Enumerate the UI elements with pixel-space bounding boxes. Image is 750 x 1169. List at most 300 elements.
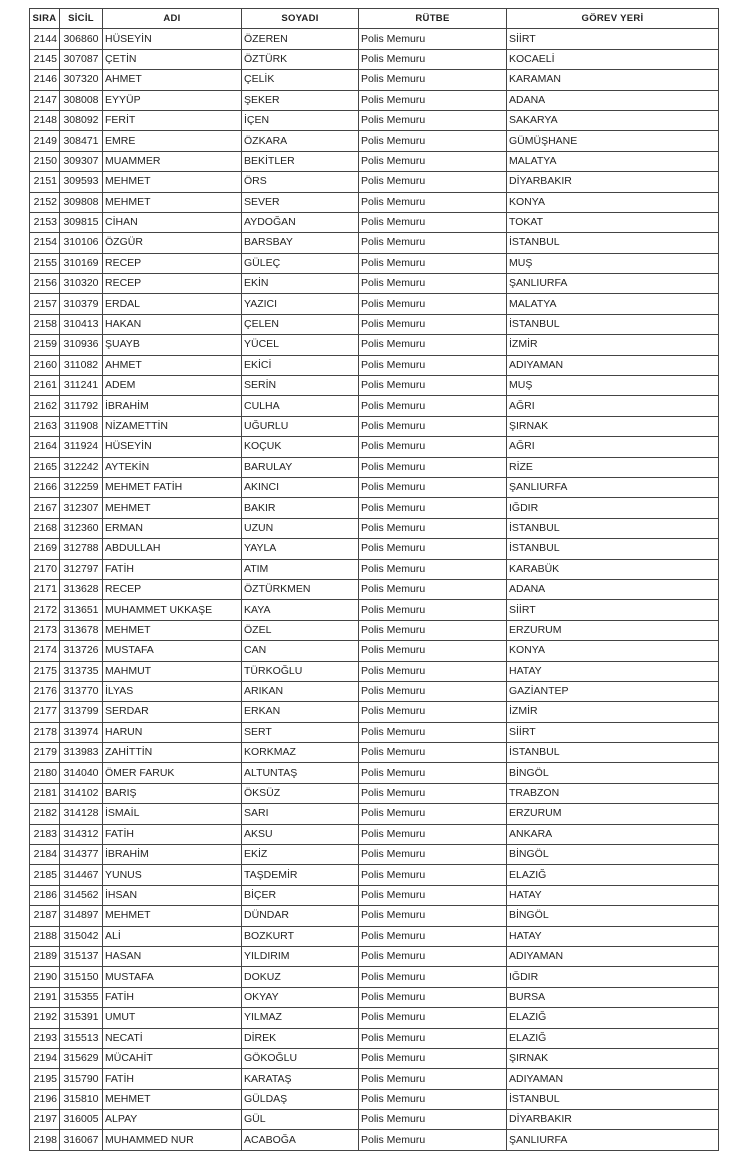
- cell-adi: HÜSEYİN: [103, 29, 242, 49]
- cell-rutbe: Polis Memuru: [359, 396, 507, 416]
- cell-rutbe: Polis Memuru: [359, 498, 507, 518]
- cell-rutbe: Polis Memuru: [359, 783, 507, 803]
- cell-soyadi: SEVER: [242, 192, 359, 212]
- table-row: [30, 681, 719, 701]
- cell-adi: FERİT: [103, 110, 242, 130]
- cell-sicil: 314102: [60, 783, 103, 803]
- cell-adi: UMUT: [103, 1008, 242, 1028]
- cell-sicil: 316067: [60, 1130, 103, 1150]
- cell-sicil: 309808: [60, 192, 103, 212]
- cell-soyadi: TAŞDEMİR: [242, 865, 359, 885]
- cell-adi: ADEM: [103, 376, 242, 396]
- cell-sira: 2189: [30, 946, 60, 966]
- cell-rutbe: Polis Memuru: [359, 457, 507, 477]
- cell-rutbe: Polis Memuru: [359, 1069, 507, 1089]
- cell-soyadi: KOÇUK: [242, 437, 359, 457]
- cell-sira: 2145: [30, 49, 60, 69]
- cell-soyadi: ÇELEN: [242, 314, 359, 334]
- cell-soyadi: ALTUNTAŞ: [242, 763, 359, 783]
- cell-soyadi: KAYA: [242, 600, 359, 620]
- cell-sicil: 315137: [60, 946, 103, 966]
- cell-adi: ERDAL: [103, 294, 242, 314]
- cell-sicil: 312360: [60, 518, 103, 538]
- cell-gorev-yeri: KONYA: [507, 192, 719, 212]
- cell-gorev-yeri: KOCAELİ: [507, 49, 719, 69]
- cell-soyadi: KORKMAZ: [242, 743, 359, 763]
- table-row: [30, 743, 719, 763]
- table-row: [30, 172, 719, 192]
- cell-sira: 2167: [30, 498, 60, 518]
- cell-gorev-yeri: IĞDIR: [507, 498, 719, 518]
- cell-rutbe: Polis Memuru: [359, 885, 507, 905]
- cell-rutbe: Polis Memuru: [359, 1008, 507, 1028]
- cell-sira: 2181: [30, 783, 60, 803]
- cell-rutbe: Polis Memuru: [359, 579, 507, 599]
- cell-soyadi: BARULAY: [242, 457, 359, 477]
- cell-rutbe: Polis Memuru: [359, 314, 507, 334]
- cell-sicil: 310169: [60, 253, 103, 273]
- cell-adi: MEHMET: [103, 192, 242, 212]
- cell-sicil: 310413: [60, 314, 103, 334]
- cell-sicil: 309593: [60, 172, 103, 192]
- cell-gorev-yeri: HATAY: [507, 661, 719, 681]
- cell-gorev-yeri: ADANA: [507, 579, 719, 599]
- table-row: [30, 355, 719, 375]
- cell-gorev-yeri: KARABÜK: [507, 559, 719, 579]
- cell-gorev-yeri: SİİRT: [507, 722, 719, 742]
- cell-sicil: 313678: [60, 620, 103, 640]
- cell-sira: 2178: [30, 722, 60, 742]
- cell-sicil: 310106: [60, 233, 103, 253]
- cell-sicil: 312259: [60, 477, 103, 497]
- cell-gorev-yeri: HATAY: [507, 926, 719, 946]
- cell-sicil: 314377: [60, 845, 103, 865]
- cell-sicil: 315810: [60, 1089, 103, 1109]
- table-row: [30, 70, 719, 90]
- cell-gorev-yeri: İSTANBUL: [507, 539, 719, 559]
- cell-gorev-yeri: ŞANLIURFA: [507, 274, 719, 294]
- cell-gorev-yeri: DİYARBAKIR: [507, 172, 719, 192]
- cell-rutbe: Polis Memuru: [359, 926, 507, 946]
- cell-sira: 2186: [30, 885, 60, 905]
- header-rutbe: RÜTBE: [359, 9, 507, 29]
- cell-rutbe: Polis Memuru: [359, 743, 507, 763]
- cell-sira: 2158: [30, 314, 60, 334]
- cell-adi: İSMAİL: [103, 804, 242, 824]
- table-row: [30, 600, 719, 620]
- cell-adi: RECEP: [103, 579, 242, 599]
- cell-soyadi: CULHA: [242, 396, 359, 416]
- cell-soyadi: OKYAY: [242, 987, 359, 1007]
- table-row: [30, 1028, 719, 1048]
- cell-soyadi: BOZKURT: [242, 926, 359, 946]
- table-row: [30, 49, 719, 69]
- cell-gorev-yeri: ADIYAMAN: [507, 355, 719, 375]
- cell-adi: FATİH: [103, 559, 242, 579]
- cell-sicil: 308008: [60, 90, 103, 110]
- cell-adi: AYTEKİN: [103, 457, 242, 477]
- cell-rutbe: Polis Memuru: [359, 335, 507, 355]
- table-row: [30, 845, 719, 865]
- cell-soyadi: YAZICI: [242, 294, 359, 314]
- cell-soyadi: ATIM: [242, 559, 359, 579]
- cell-gorev-yeri: KARAMAN: [507, 70, 719, 90]
- cell-sira: 2175: [30, 661, 60, 681]
- cell-sira: 2147: [30, 90, 60, 110]
- cell-adi: SERDAR: [103, 702, 242, 722]
- cell-soyadi: BAKIR: [242, 498, 359, 518]
- cell-sira: 2191: [30, 987, 60, 1007]
- cell-sicil: 307320: [60, 70, 103, 90]
- cell-sicil: 307087: [60, 49, 103, 69]
- table-row: [30, 865, 719, 885]
- cell-sicil: 314312: [60, 824, 103, 844]
- cell-sicil: 315629: [60, 1048, 103, 1068]
- cell-adi: NECATİ: [103, 1028, 242, 1048]
- table-row: [30, 212, 719, 232]
- table-row: [30, 274, 719, 294]
- cell-sira: 2190: [30, 967, 60, 987]
- cell-rutbe: Polis Memuru: [359, 192, 507, 212]
- cell-adi: AHMET: [103, 70, 242, 90]
- cell-gorev-yeri: ADIYAMAN: [507, 1069, 719, 1089]
- cell-soyadi: KARATAŞ: [242, 1069, 359, 1089]
- cell-rutbe: Polis Memuru: [359, 49, 507, 69]
- cell-rutbe: Polis Memuru: [359, 661, 507, 681]
- cell-sira: 2172: [30, 600, 60, 620]
- cell-gorev-yeri: MALATYA: [507, 294, 719, 314]
- cell-gorev-yeri: İZMİR: [507, 702, 719, 722]
- cell-adi: HASAN: [103, 946, 242, 966]
- cell-sira: 2163: [30, 416, 60, 436]
- cell-sicil: 311908: [60, 416, 103, 436]
- cell-soyadi: YILDIRIM: [242, 946, 359, 966]
- cell-adi: ALİ: [103, 926, 242, 946]
- cell-soyadi: ÖZTÜRKMEN: [242, 579, 359, 599]
- cell-sicil: 313726: [60, 641, 103, 661]
- cell-soyadi: EKİCİ: [242, 355, 359, 375]
- cell-rutbe: Polis Memuru: [359, 437, 507, 457]
- table-row: [30, 314, 719, 334]
- cell-sira: 2177: [30, 702, 60, 722]
- table-row: [30, 661, 719, 681]
- cell-sira: 2176: [30, 681, 60, 701]
- cell-adi: İBRAHİM: [103, 845, 242, 865]
- cell-sicil: 308471: [60, 131, 103, 151]
- cell-adi: MEHMET: [103, 498, 242, 518]
- cell-gorev-yeri: MALATYA: [507, 151, 719, 171]
- cell-sicil: 309815: [60, 212, 103, 232]
- cell-adi: RECEP: [103, 274, 242, 294]
- cell-sicil: 314040: [60, 763, 103, 783]
- cell-soyadi: ACABOĞA: [242, 1130, 359, 1150]
- cell-rutbe: Polis Memuru: [359, 233, 507, 253]
- cell-sicil: 315150: [60, 967, 103, 987]
- cell-sicil: 312307: [60, 498, 103, 518]
- cell-gorev-yeri: KONYA: [507, 641, 719, 661]
- cell-soyadi: UZUN: [242, 518, 359, 538]
- cell-soyadi: BARSBAY: [242, 233, 359, 253]
- cell-adi: HARUN: [103, 722, 242, 742]
- cell-sira: 2165: [30, 457, 60, 477]
- cell-rutbe: Polis Memuru: [359, 1089, 507, 1109]
- table-row: [30, 987, 719, 1007]
- cell-adi: ERMAN: [103, 518, 242, 538]
- cell-rutbe: Polis Memuru: [359, 804, 507, 824]
- cell-soyadi: BİÇER: [242, 885, 359, 905]
- cell-gorev-yeri: ANKARA: [507, 824, 719, 844]
- cell-sicil: 310320: [60, 274, 103, 294]
- cell-sira: 2188: [30, 926, 60, 946]
- cell-sira: 2196: [30, 1089, 60, 1109]
- cell-adi: MEHMET: [103, 172, 242, 192]
- header-sira: SIRA: [30, 9, 60, 29]
- cell-sicil: 313735: [60, 661, 103, 681]
- cell-soyadi: DOKUZ: [242, 967, 359, 987]
- cell-soyadi: İÇEN: [242, 110, 359, 130]
- table-row: [30, 946, 719, 966]
- table-row: [30, 559, 719, 579]
- cell-rutbe: Polis Memuru: [359, 1130, 507, 1150]
- cell-rutbe: Polis Memuru: [359, 600, 507, 620]
- cell-sira: 2155: [30, 253, 60, 273]
- cell-adi: MEHMET: [103, 620, 242, 640]
- cell-soyadi: YILMAZ: [242, 1008, 359, 1028]
- cell-soyadi: AKINCI: [242, 477, 359, 497]
- cell-adi: ZAHİTTİN: [103, 743, 242, 763]
- cell-adi: İBRAHİM: [103, 396, 242, 416]
- table-row: [30, 253, 719, 273]
- cell-soyadi: EKİN: [242, 274, 359, 294]
- header-soyadi: SOYADI: [242, 9, 359, 29]
- cell-rutbe: Polis Memuru: [359, 355, 507, 375]
- cell-sira: 2182: [30, 804, 60, 824]
- cell-soyadi: DİREK: [242, 1028, 359, 1048]
- cell-sicil: 312242: [60, 457, 103, 477]
- cell-gorev-yeri: İSTANBUL: [507, 743, 719, 763]
- cell-soyadi: DÜNDAR: [242, 906, 359, 926]
- cell-gorev-yeri: ERZURUM: [507, 620, 719, 640]
- cell-soyadi: UĞURLU: [242, 416, 359, 436]
- cell-sicil: 313799: [60, 702, 103, 722]
- table-row: [30, 1089, 719, 1109]
- table-row: [30, 763, 719, 783]
- table-row: [30, 1110, 719, 1130]
- table-row: [30, 457, 719, 477]
- table-row: [30, 498, 719, 518]
- cell-sira: 2195: [30, 1069, 60, 1089]
- cell-gorev-yeri: ŞIRNAK: [507, 416, 719, 436]
- cell-sicil: 311792: [60, 396, 103, 416]
- cell-soyadi: SARI: [242, 804, 359, 824]
- cell-gorev-yeri: ERZURUM: [507, 804, 719, 824]
- table-row: [30, 437, 719, 457]
- cell-rutbe: Polis Memuru: [359, 70, 507, 90]
- cell-adi: CİHAN: [103, 212, 242, 232]
- cell-rutbe: Polis Memuru: [359, 946, 507, 966]
- cell-rutbe: Polis Memuru: [359, 518, 507, 538]
- cell-sicil: 313651: [60, 600, 103, 620]
- cell-gorev-yeri: SİİRT: [507, 600, 719, 620]
- cell-rutbe: Polis Memuru: [359, 294, 507, 314]
- cell-sicil: 311082: [60, 355, 103, 375]
- cell-sira: 2152: [30, 192, 60, 212]
- cell-adi: YUNUS: [103, 865, 242, 885]
- table-row: [30, 579, 719, 599]
- cell-adi: MUSTAFA: [103, 967, 242, 987]
- table-row: [30, 824, 719, 844]
- cell-sicil: 314467: [60, 865, 103, 885]
- table-row: [30, 967, 719, 987]
- cell-sicil: 306860: [60, 29, 103, 49]
- cell-adi: ÇETİN: [103, 49, 242, 69]
- cell-rutbe: Polis Memuru: [359, 110, 507, 130]
- cell-adi: MUHAMMED NUR: [103, 1130, 242, 1150]
- cell-gorev-yeri: ŞANLIURFA: [507, 1130, 719, 1150]
- cell-rutbe: Polis Memuru: [359, 620, 507, 640]
- cell-sira: 2146: [30, 70, 60, 90]
- table-row: [30, 376, 719, 396]
- cell-rutbe: Polis Memuru: [359, 824, 507, 844]
- table-row: [30, 1048, 719, 1068]
- cell-gorev-yeri: BİNGÖL: [507, 845, 719, 865]
- cell-sira: 2144: [30, 29, 60, 49]
- header-adi: ADI: [103, 9, 242, 29]
- cell-rutbe: Polis Memuru: [359, 1048, 507, 1068]
- cell-adi: ŞUAYB: [103, 335, 242, 355]
- header-sicil: SİCİL: [60, 9, 103, 29]
- cell-gorev-yeri: İSTANBUL: [507, 314, 719, 334]
- cell-adi: MUHAMMET UKKAŞE: [103, 600, 242, 620]
- cell-rutbe: Polis Memuru: [359, 845, 507, 865]
- cell-sicil: 315790: [60, 1069, 103, 1089]
- cell-soyadi: SERT: [242, 722, 359, 742]
- cell-sicil: 314128: [60, 804, 103, 824]
- cell-adi: ÖZGÜR: [103, 233, 242, 253]
- cell-sira: 2174: [30, 641, 60, 661]
- table-row: [30, 518, 719, 538]
- cell-sira: 2160: [30, 355, 60, 375]
- table-row: [30, 783, 719, 803]
- cell-sira: 2194: [30, 1048, 60, 1068]
- cell-gorev-yeri: MUŞ: [507, 253, 719, 273]
- cell-adi: İLYAS: [103, 681, 242, 701]
- cell-sira: 2187: [30, 906, 60, 926]
- cell-gorev-yeri: İSTANBUL: [507, 1089, 719, 1109]
- cell-rutbe: Polis Memuru: [359, 722, 507, 742]
- table-row: [30, 804, 719, 824]
- table-row: [30, 1008, 719, 1028]
- cell-sira: 2151: [30, 172, 60, 192]
- cell-sicil: 312788: [60, 539, 103, 559]
- cell-rutbe: Polis Memuru: [359, 274, 507, 294]
- cell-soyadi: BEKİTLER: [242, 151, 359, 171]
- cell-rutbe: Polis Memuru: [359, 253, 507, 273]
- cell-rutbe: Polis Memuru: [359, 416, 507, 436]
- cell-soyadi: ÖRS: [242, 172, 359, 192]
- cell-adi: MUAMMER: [103, 151, 242, 171]
- table-row: [30, 926, 719, 946]
- cell-sira: 2168: [30, 518, 60, 538]
- cell-adi: HÜSEYİN: [103, 437, 242, 457]
- cell-rutbe: Polis Memuru: [359, 212, 507, 232]
- cell-sicil: 309307: [60, 151, 103, 171]
- cell-rutbe: Polis Memuru: [359, 539, 507, 559]
- cell-sicil: 313770: [60, 681, 103, 701]
- cell-sira: 2157: [30, 294, 60, 314]
- cell-adi: AHMET: [103, 355, 242, 375]
- cell-sira: 2162: [30, 396, 60, 416]
- table-row: [30, 192, 719, 212]
- cell-gorev-yeri: GAZİANTEP: [507, 681, 719, 701]
- cell-soyadi: ÖKSÜZ: [242, 783, 359, 803]
- cell-rutbe: Polis Memuru: [359, 987, 507, 1007]
- cell-sira: 2192: [30, 1008, 60, 1028]
- cell-rutbe: Polis Memuru: [359, 151, 507, 171]
- cell-soyadi: ÇELİK: [242, 70, 359, 90]
- cell-gorev-yeri: GÜMÜŞHANE: [507, 131, 719, 151]
- cell-adi: ABDULLAH: [103, 539, 242, 559]
- cell-gorev-yeri: HATAY: [507, 885, 719, 905]
- cell-rutbe: Polis Memuru: [359, 376, 507, 396]
- cell-gorev-yeri: IĞDIR: [507, 967, 719, 987]
- cell-adi: MAHMUT: [103, 661, 242, 681]
- table-row: [30, 131, 719, 151]
- cell-sira: 2179: [30, 743, 60, 763]
- cell-adi: EMRE: [103, 131, 242, 151]
- cell-gorev-yeri: ADANA: [507, 90, 719, 110]
- cell-gorev-yeri: ELAZIĞ: [507, 1008, 719, 1028]
- cell-gorev-yeri: SİİRT: [507, 29, 719, 49]
- cell-soyadi: SERİN: [242, 376, 359, 396]
- table-row: [30, 906, 719, 926]
- table-row: [30, 641, 719, 661]
- cell-gorev-yeri: BİNGÖL: [507, 763, 719, 783]
- cell-gorev-yeri: AĞRI: [507, 437, 719, 457]
- cell-adi: İHSAN: [103, 885, 242, 905]
- cell-adi: ALPAY: [103, 1110, 242, 1130]
- cell-sira: 2170: [30, 559, 60, 579]
- cell-rutbe: Polis Memuru: [359, 559, 507, 579]
- cell-adi: BARIŞ: [103, 783, 242, 803]
- cell-rutbe: Polis Memuru: [359, 29, 507, 49]
- cell-adi: MEHMET: [103, 906, 242, 926]
- cell-sicil: 315391: [60, 1008, 103, 1028]
- cell-sicil: 314562: [60, 885, 103, 905]
- cell-gorev-yeri: AĞRI: [507, 396, 719, 416]
- cell-sicil: 311924: [60, 437, 103, 457]
- cell-gorev-yeri: ELAZIĞ: [507, 865, 719, 885]
- cell-rutbe: Polis Memuru: [359, 131, 507, 151]
- personnel-table: [29, 8, 719, 1151]
- cell-gorev-yeri: BİNGÖL: [507, 906, 719, 926]
- header-row: [30, 9, 719, 29]
- cell-rutbe: Polis Memuru: [359, 90, 507, 110]
- cell-sicil: 314897: [60, 906, 103, 926]
- table-row: [30, 29, 719, 49]
- cell-gorev-yeri: SAKARYA: [507, 110, 719, 130]
- cell-soyadi: GÖKOĞLU: [242, 1048, 359, 1068]
- cell-soyadi: EKİZ: [242, 845, 359, 865]
- cell-rutbe: Polis Memuru: [359, 477, 507, 497]
- cell-soyadi: ÖZTÜRK: [242, 49, 359, 69]
- cell-adi: FATİH: [103, 987, 242, 1007]
- cell-sira: 2198: [30, 1130, 60, 1150]
- cell-sira: 2171: [30, 579, 60, 599]
- cell-rutbe: Polis Memuru: [359, 1110, 507, 1130]
- cell-sira: 2197: [30, 1110, 60, 1130]
- cell-rutbe: Polis Memuru: [359, 702, 507, 722]
